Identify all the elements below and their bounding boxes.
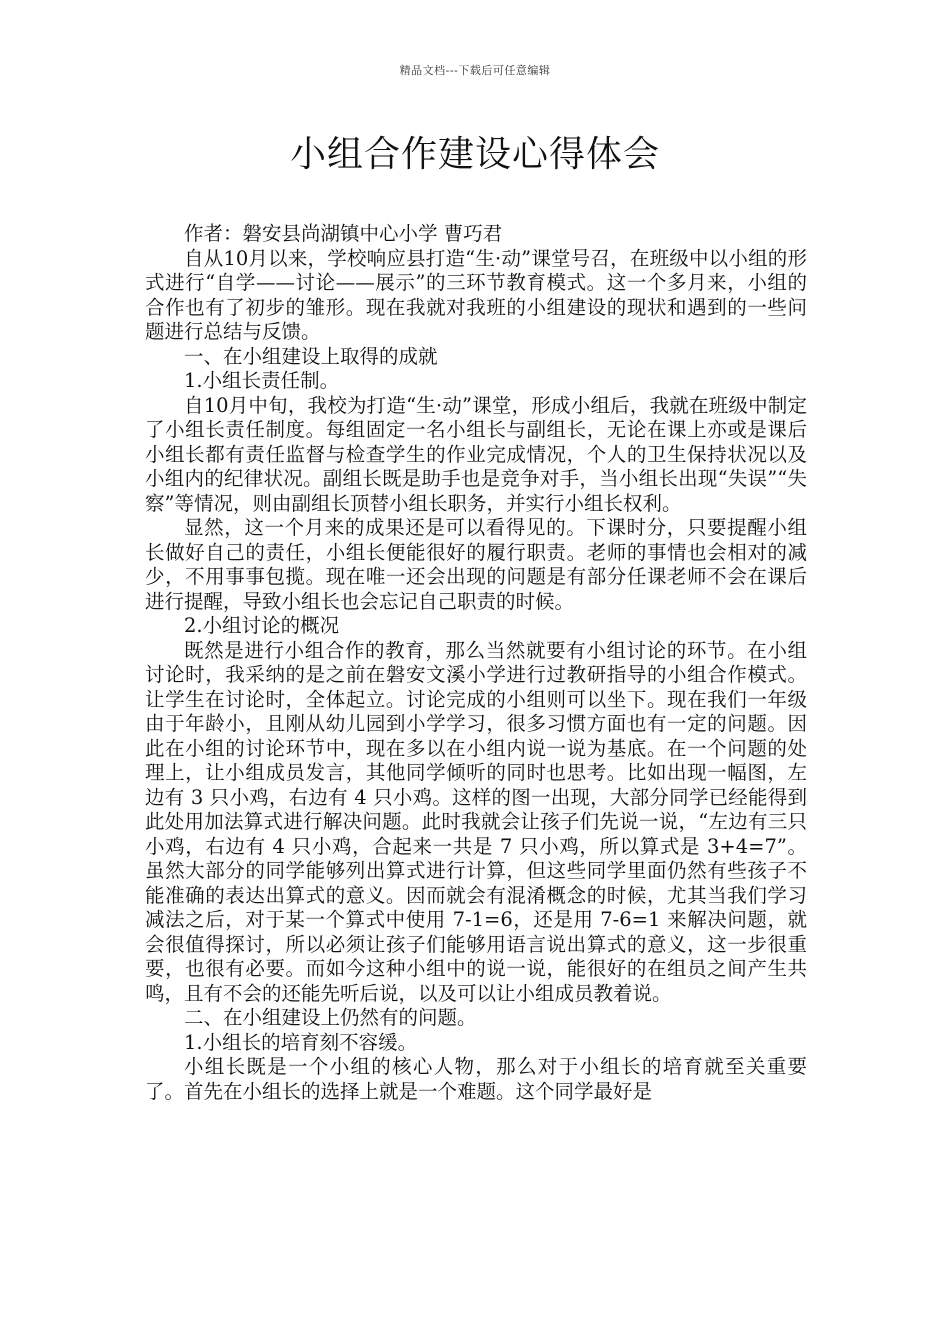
- paragraph-leader-training: 小组长既是一个小组的核心人物，那么对于小组长的培育就至关重要了。首先在小组长的选择上就是一个难题。这个同学最好是: [145, 1055, 807, 1103]
- page-header: 精品文档---下载后可任意编辑: [399, 64, 551, 77]
- subheading-group-discussion: 2.小组讨论的概况: [184, 614, 340, 637]
- paragraph-discussion: 既然是进行小组合作的教育，那么当然就要有小组讨论的环节。在小组讨论时，我采纳的是之前在磐安文溪小学进行过教研指导的小组合作模式。让学生在讨论时，全体起立。讨论完成的小组则可以坐下。现在我们一年级由于年龄小，且刚从幼儿园到小学学习，很多习惯方面也有一定的问题。因此在小组的讨论环节中，现在多以在小组内说一说为基底。在一个问题的处理上，让小组成员发言，其他同学倾听的同时也思考。比如出现一幅图，左边有 3 只小鸡，右边有 4 只小鸡。这样的图一出现，大部分同学已经能得到此处用加法算式进行解决问题。此时我就会让孩子们先说一说，“左边有三只小鸡，右边有 4 只小鸡，合起来一共是 7 只小鸡，所以算式是 3+4=7”。虽然大部分的同学能够列出算式进行计算，但这些同学里面仍然有些孩子不能准确的表达出算式的意义。因而就会有混淆概念的时候，尤其当我们学习减法之后，对于某一个算式中使用 7-1=6，还是用 7-6=1 来解决问题，就会很值得探讨，所以必须让孩子们能够用语言说出算式的意义，这一步很重要，也很有必要。而如今这种小组中的说一说，能很好的在组员之间产生共鸣，且有不会的还能先听后说，以及可以让小组成员教着说。: [145, 638, 807, 1005]
- paragraph-results: 显然，这一个月来的成果还是可以看得见的。下课时分，只要提醒小组长做好自己的责任，小组长便能很好的履行职责。老师的事情也会相对的减少，不用事事包揽。现在唯一还会出现的问题是有部分任课老师不会在课后进行提醒，导致小组长也会忘记自己职责的时候。: [145, 516, 807, 613]
- section-heading-achievements: 一、在小组建设上取得的成就: [184, 344, 438, 368]
- author-line: 作者：磐安县尚湖镇中心小学 曹巧君: [184, 222, 503, 245]
- section-heading-problems: 二、在小组建设上仍然有的问题。: [184, 1006, 477, 1029]
- document-body: [145, 222, 807, 1104]
- subheading-leader-training: 1.小组长的培育刻不容缓。: [184, 1030, 418, 1054]
- document-title: 小组合作建设心得体会: [289, 134, 660, 175]
- paragraph-leader-system: 自10月中旬，我校为打造“生·动”课堂，形成小组后，我就在班级中制定了小组长责任制度。每组固定一名小组长与副组长，无论在课上亦或是课后小组长都有责任监督与检查学生的作业完成情况，个人的卫生保持状况以及小组内的纪律状况。副组长既是助手也是竞争对手，当小组长出现“失误”“失察”等情况，则由副组长顶替小组长职务，并实行小组长权利。: [145, 393, 807, 515]
- paragraph-intro: 自从10月以来，学校响应县打造“生·动”课堂号召，在班级中以小组的形式进行“自学——讨论——展示”的三环节教育模式。这一个多月来，小组的合作也有了初步的雏形。现在我就对我班的小组建设的现状和遇到的一些问题进行总结与反馈。: [145, 246, 807, 343]
- subheading-leader-responsibility: 1.小组长责任制。: [184, 369, 340, 392]
